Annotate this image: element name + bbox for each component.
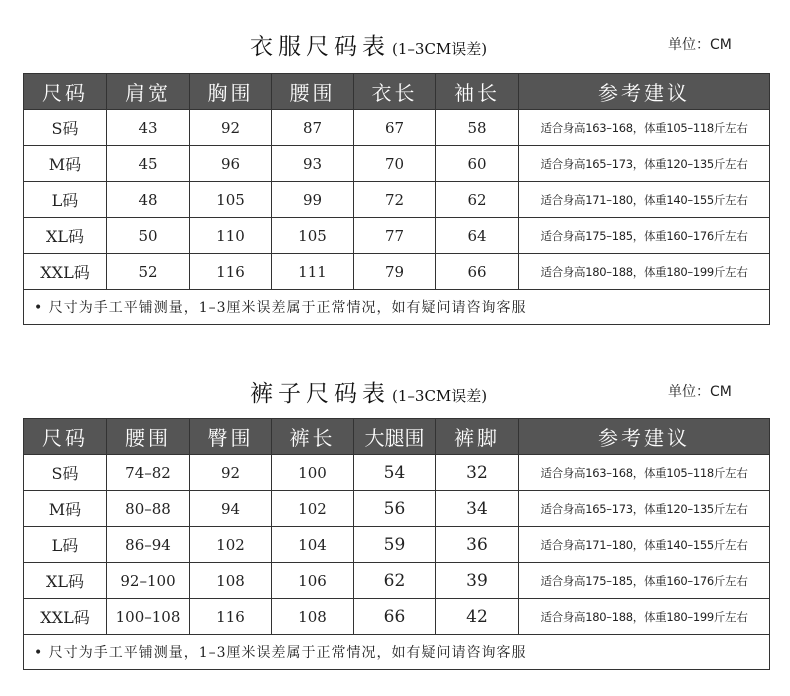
pants-size-chart [0, 375, 790, 661]
value-cell: 100 [272, 455, 354, 491]
value-cell: 108 [190, 563, 272, 599]
value-cell: 72 [354, 182, 436, 218]
tops-title [250, 28, 487, 61]
value-cell: 74–82 [107, 455, 190, 491]
pants-title [250, 375, 487, 408]
advice-cell: 适合身高175–185，体重160–176斤左右 [519, 218, 770, 254]
advice-cell: 适合身高165–173，体重120–135斤左右 [519, 491, 770, 527]
pants-header-cell: 裤长 [272, 419, 354, 455]
tops-header-cell: 参考建议 [519, 74, 770, 110]
pants-header-cell: 参考建议 [519, 419, 770, 455]
tops-header-row [24, 74, 770, 110]
tops-title-text: 衣服尺码表 [250, 34, 390, 60]
value-cell: 104 [272, 527, 354, 563]
table-row [24, 218, 770, 254]
size-cell: S码 [24, 110, 107, 146]
size-cell: XXL码 [24, 254, 107, 290]
pants-title-text: 裤子尺码表 [250, 381, 390, 407]
tops-size-chart [0, 28, 790, 316]
value-cell: 42 [436, 599, 519, 635]
tops-header-cell: 腰围 [272, 74, 354, 110]
advice-cell: 适合身高180–188，体重180–199斤左右 [519, 254, 770, 290]
value-cell: 54 [354, 455, 436, 491]
note-row [24, 290, 770, 325]
tops-header-cell: 肩宽 [107, 74, 190, 110]
tops-header-cell: 衣长 [354, 74, 436, 110]
table-row [24, 527, 770, 563]
value-cell: 34 [436, 491, 519, 527]
pants-header-cell: 臀围 [190, 419, 272, 455]
value-cell: 59 [354, 527, 436, 563]
value-cell: 102 [190, 527, 272, 563]
value-cell: 105 [190, 182, 272, 218]
size-cell: S码 [24, 455, 107, 491]
advice-cell: 适合身高165–173，体重120–135斤左右 [519, 146, 770, 182]
tops-header-cell: 胸围 [190, 74, 272, 110]
value-cell: 99 [272, 182, 354, 218]
pants-title-row [0, 375, 790, 415]
value-cell: 111 [272, 254, 354, 290]
size-cell: XL码 [24, 218, 107, 254]
table-row [24, 599, 770, 635]
advice-cell: 适合身高171–180，体重140–155斤左右 [519, 527, 770, 563]
value-cell: 64 [436, 218, 519, 254]
size-cell: L码 [24, 182, 107, 218]
size-cell: M码 [24, 146, 107, 182]
size-cell: XXL码 [24, 599, 107, 635]
value-cell: 48 [107, 182, 190, 218]
value-cell: 43 [107, 110, 190, 146]
advice-cell: 适合身高163–168，体重105–118斤左右 [519, 455, 770, 491]
value-cell: 100–108 [107, 599, 190, 635]
value-cell: 80–88 [107, 491, 190, 527]
pants-subtitle: (1–3CM误差) [392, 387, 488, 405]
value-cell: 94 [190, 491, 272, 527]
tops-header-cell: 尺码 [24, 74, 107, 110]
value-cell: 58 [436, 110, 519, 146]
value-cell: 45 [107, 146, 190, 182]
pants-header-cell: 大腿围 [354, 419, 436, 455]
value-cell: 66 [436, 254, 519, 290]
advice-cell: 适合身高171–180，体重140–155斤左右 [519, 182, 770, 218]
value-cell: 87 [272, 110, 354, 146]
advice-cell: 适合身高180–188，体重180–199斤左右 [519, 599, 770, 635]
value-cell: 110 [190, 218, 272, 254]
value-cell: 92 [190, 455, 272, 491]
table-row [24, 455, 770, 491]
value-cell: 92–100 [107, 563, 190, 599]
value-cell: 67 [354, 110, 436, 146]
table-row [24, 563, 770, 599]
value-cell: 92 [190, 110, 272, 146]
tops-title-row [0, 28, 790, 68]
value-cell: 62 [354, 563, 436, 599]
pants-header-cell: 尺码 [24, 419, 107, 455]
table-row [24, 254, 770, 290]
value-cell: 66 [354, 599, 436, 635]
pants-unit-label: 单位：CM [668, 384, 732, 400]
value-cell: 96 [190, 146, 272, 182]
value-cell: 70 [354, 146, 436, 182]
tops-table [23, 73, 770, 325]
note-row [24, 635, 770, 670]
value-cell: 105 [272, 218, 354, 254]
value-cell: 52 [107, 254, 190, 290]
pants-header-row [24, 419, 770, 455]
value-cell: 36 [436, 527, 519, 563]
value-cell: 102 [272, 491, 354, 527]
value-cell: 108 [272, 599, 354, 635]
table-row [24, 110, 770, 146]
value-cell: 79 [354, 254, 436, 290]
value-cell: 32 [436, 455, 519, 491]
value-cell: 93 [272, 146, 354, 182]
value-cell: 116 [190, 599, 272, 635]
pants-table [23, 418, 770, 670]
tops-unit-label: 单位：CM [668, 37, 732, 53]
tops-subtitle: (1–3CM误差) [392, 40, 488, 58]
size-cell: M码 [24, 491, 107, 527]
value-cell: 77 [354, 218, 436, 254]
pants-header-cell: 腰围 [107, 419, 190, 455]
value-cell: 116 [190, 254, 272, 290]
value-cell: 62 [436, 182, 519, 218]
value-cell: 60 [436, 146, 519, 182]
pants-header-cell: 裤脚 [436, 419, 519, 455]
value-cell: 56 [354, 491, 436, 527]
tops-note: • 尺寸为手工平铺测量，1–3厘米误差属于正常情况，如有疑问请咨询客服 [24, 290, 770, 325]
tops-header-cell: 袖长 [436, 74, 519, 110]
value-cell: 106 [272, 563, 354, 599]
table-row [24, 146, 770, 182]
advice-cell: 适合身高175–185，体重160–176斤左右 [519, 563, 770, 599]
size-cell: L码 [24, 527, 107, 563]
value-cell: 50 [107, 218, 190, 254]
advice-cell: 适合身高163–168，体重105–118斤左右 [519, 110, 770, 146]
table-row [24, 491, 770, 527]
pants-note: • 尺寸为手工平铺测量，1–3厘米误差属于正常情况，如有疑问请咨询客服 [24, 635, 770, 670]
value-cell: 39 [436, 563, 519, 599]
table-row [24, 182, 770, 218]
value-cell: 86–94 [107, 527, 190, 563]
size-cell: XL码 [24, 563, 107, 599]
